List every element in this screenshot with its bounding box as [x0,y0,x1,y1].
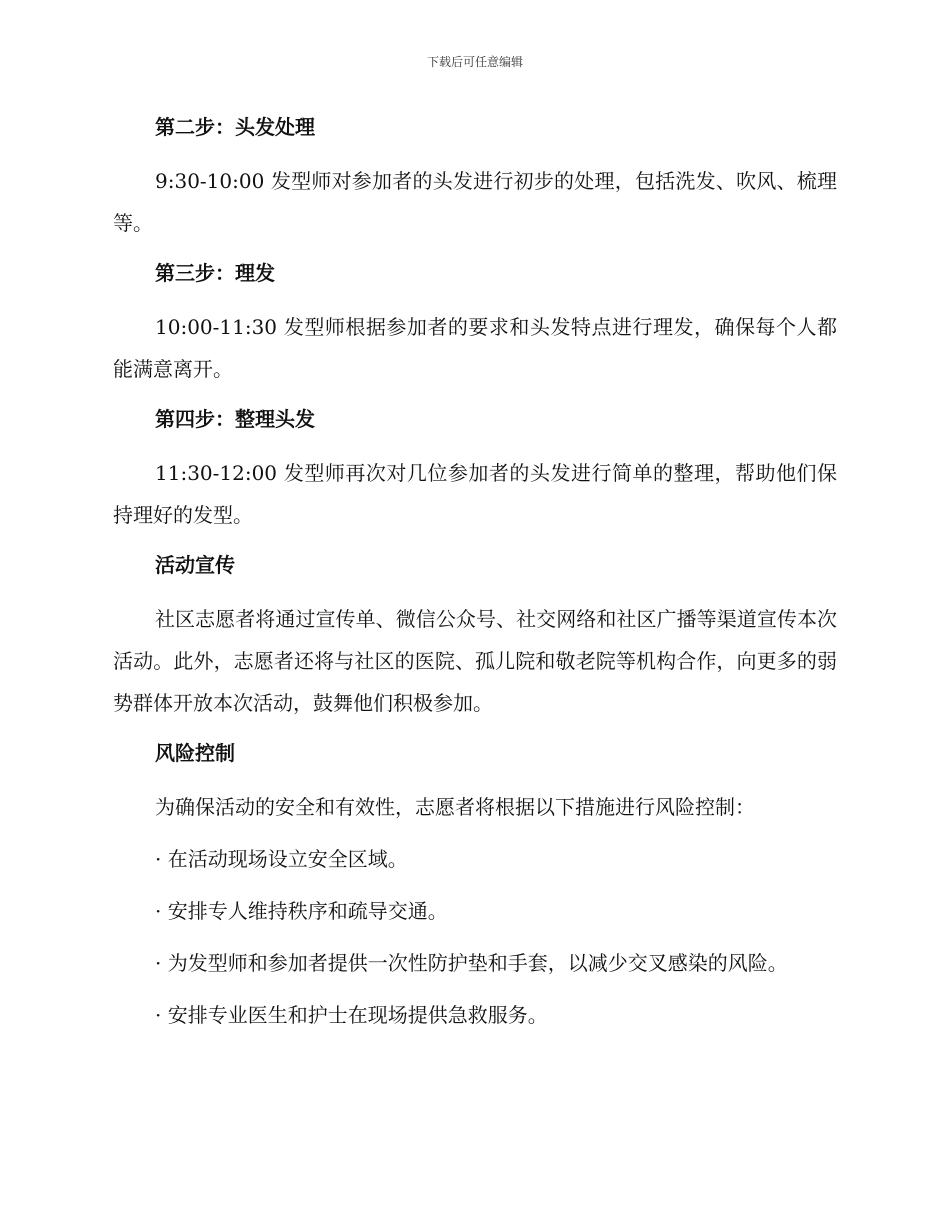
section-text-styling: 11:30-12:00 发型师再次对几位参加者的头发进行简单的整理，帮助他们保持理好的发型。 [113,461,837,527]
section-text-haircut: 10:00-11:30 发型师根据参加者的要求和头发特点进行理发，确保每个人都能满意离开。 [113,315,837,381]
risk-intro: 为确保活动的安全和有效性，志愿者将根据以下措施进行风险控制： [155,795,755,819]
section-text-promotion: 社区志愿者将通过宣传单、微信公众号、社交网络和社区广播等渠道宣传本次活动。此外，志愿者还将与社区的医院、孤儿院和敬老院等机构合作，向更多的弱势群体开放本次活动，鼓舞他们积极参加。 [113,607,837,715]
risk-bullet-item: · 为发型师和参加者提供一次性防护垫和手套，以减少交叉感染的风险。 [155,951,788,975]
section-heading-hair-processing: 第二步：头发处理 [155,115,315,139]
risk-bullet-item: · 安排专人维持秩序和疏导交通。 [155,899,448,923]
section-heading-styling: 第四步：整理头发 [155,407,315,431]
page-header-note: 下载后可任意编辑 [426,55,523,69]
section-heading-haircut: 第三步：理发 [155,261,275,285]
section-heading-promotion: 活动宣传 [155,553,235,577]
risk-bullet-item: · 在活动现场设立安全区域。 [155,847,408,871]
risk-bullet-item: · 安排专业医生和护士在现场提供急救服务。 [155,1003,548,1027]
section-heading-risk-control: 风险控制 [155,741,235,765]
section-text-hair-processing: 9:30-10:00 发型师对参加者的头发进行初步的处理，包括洗发、吹风、梳理等。 [113,169,837,235]
document-body [113,108,837,1046]
